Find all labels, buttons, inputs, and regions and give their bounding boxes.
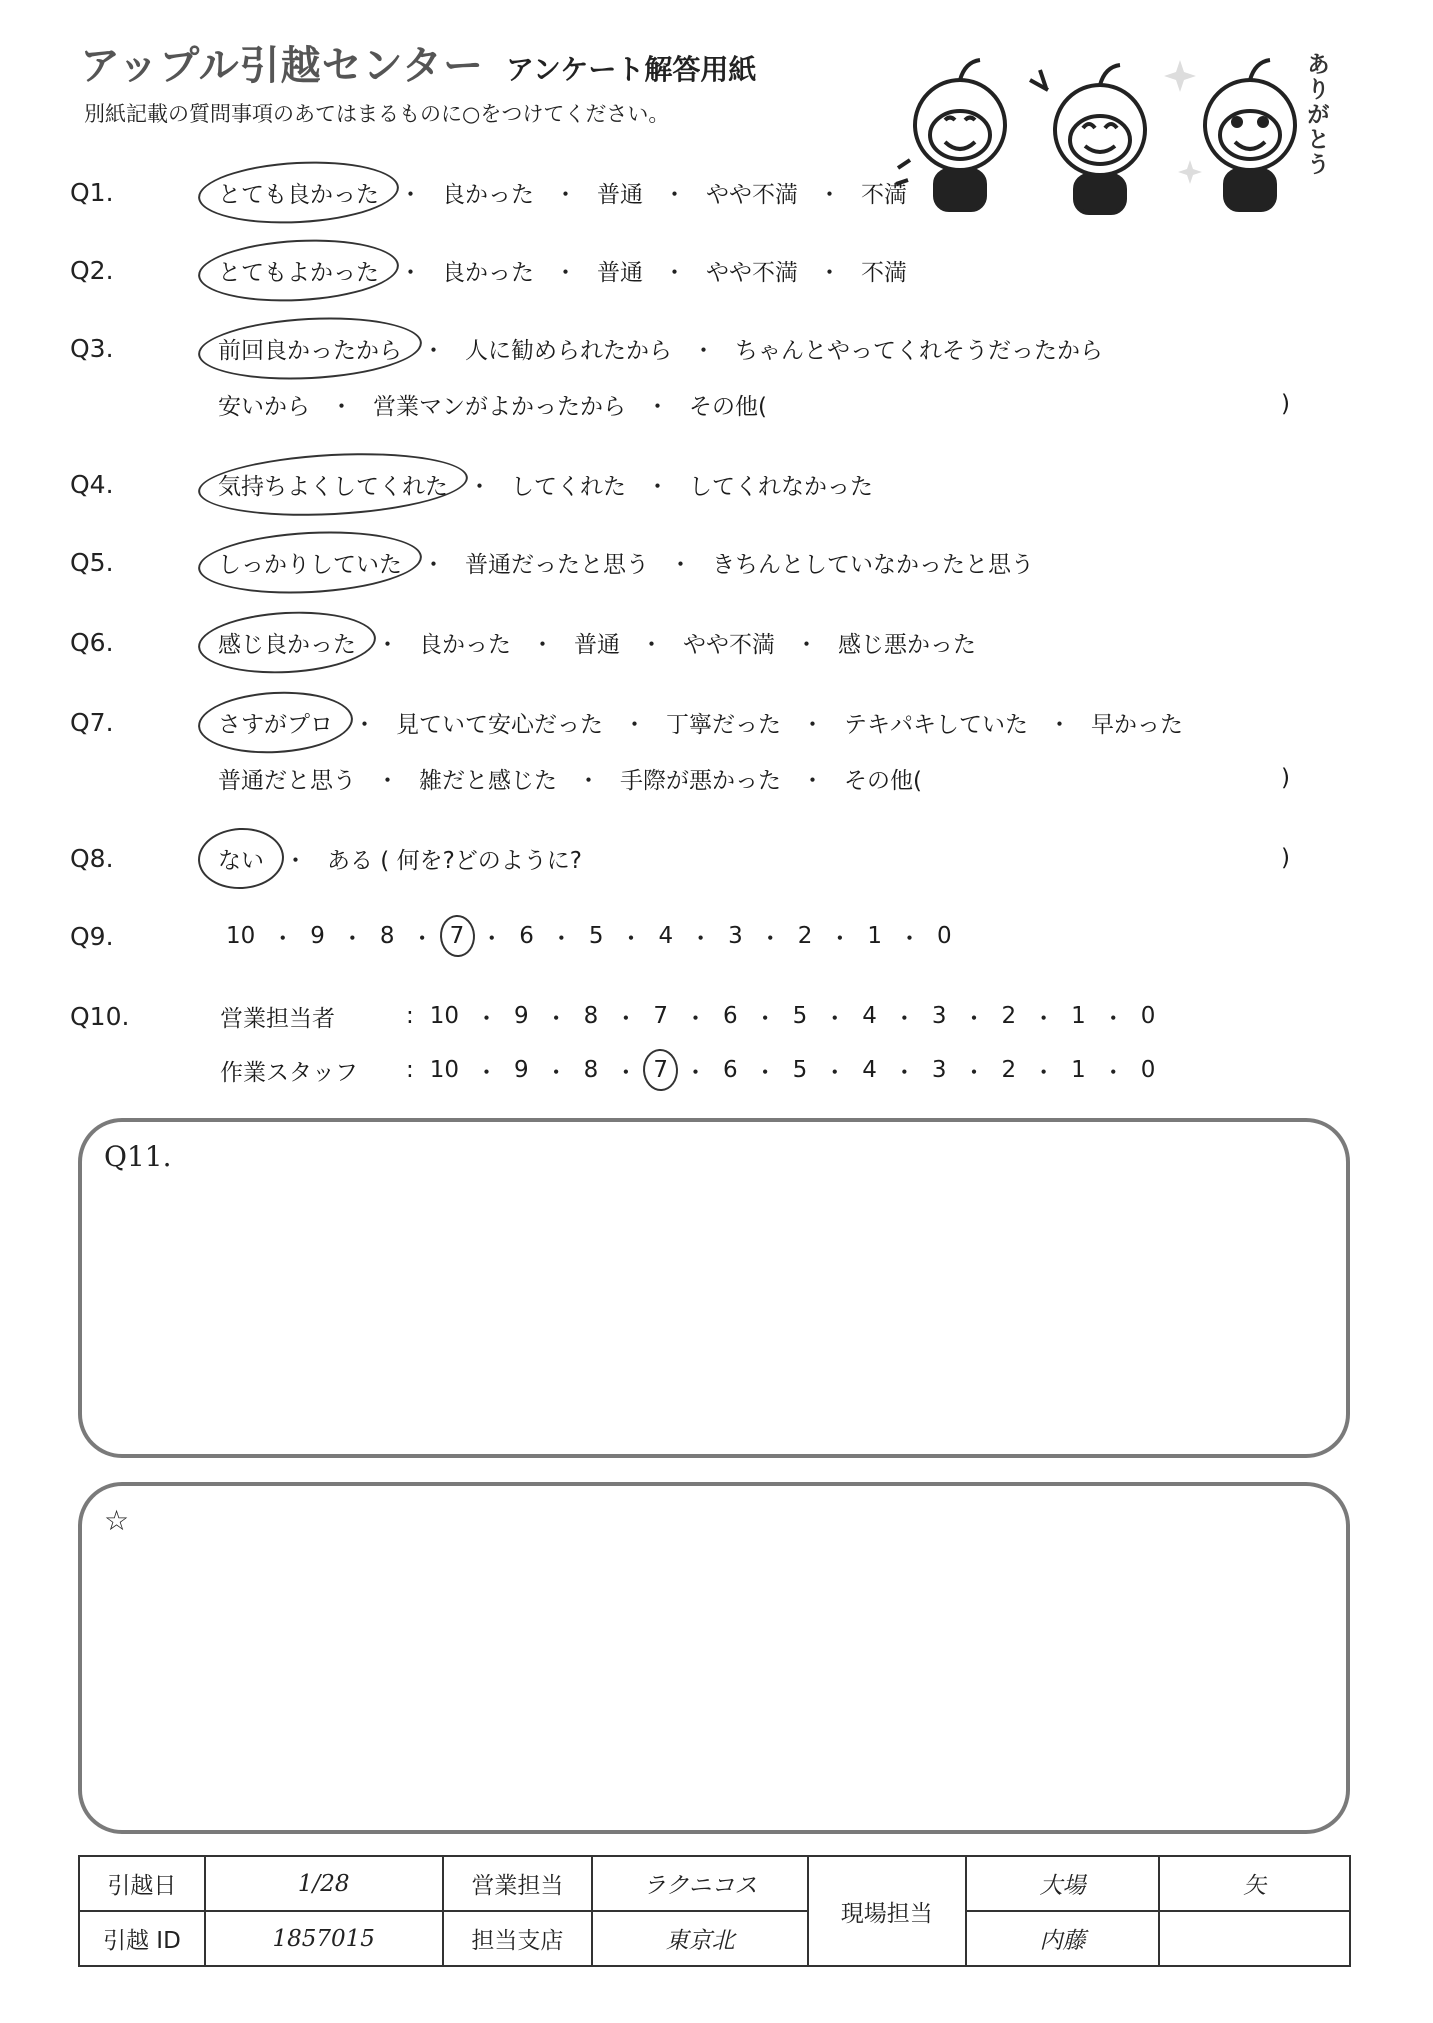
question-q7: Q7. さすがプロ ・ 見ていて安心だった ・ 丁寧だった ・ テキパキしていた ・ 早かった 普通だと思う ・ 雑だと感じた ・ 手際が悪かった ・ その他( )	[70, 700, 1330, 800]
staff-score-6[interactable]: 6	[722, 1057, 738, 1083]
question-q4: Q4. 気持ちよくしてくれた ・ してくれた ・ してくれなかった	[70, 462, 1330, 506]
option-other[interactable]: その他(	[689, 393, 767, 420]
site-rep-value-1[interactable]: 大場	[966, 1856, 1160, 1911]
score-8[interactable]: 8	[379, 923, 395, 949]
sales-score-5[interactable]: 5	[792, 1003, 808, 1029]
question-label: Q10.	[70, 1001, 130, 1031]
question-label: Q9.	[70, 921, 114, 951]
staff-score-3[interactable]: 3	[931, 1057, 947, 1083]
document-title: アンケート解答用紙	[506, 53, 757, 86]
staff-score-10[interactable]: 10	[429, 1057, 460, 1083]
staff-score-2[interactable]: 2	[1001, 1057, 1017, 1083]
option-polite[interactable]: 丁寧だった	[666, 711, 781, 738]
option-did[interactable]: してくれた	[511, 473, 626, 500]
star-comment-box[interactable]	[78, 1482, 1350, 1834]
q11-label: Q11.	[104, 1140, 172, 1173]
option-normal[interactable]: 普通	[597, 181, 643, 208]
option-pleasant[interactable]: 気持ちよくしてくれた	[212, 466, 454, 503]
staff-score-7[interactable]: 7	[649, 1055, 672, 1085]
sales-score-2[interactable]: 2	[1001, 1003, 1017, 1029]
score-1[interactable]: 1	[867, 923, 883, 949]
sales-score-3[interactable]: 3	[931, 1003, 947, 1029]
option-cheap[interactable]: 安いから	[218, 393, 310, 420]
branch-label: 担当支店	[443, 1911, 593, 1966]
option-good[interactable]: 良かった	[419, 631, 511, 658]
option-seemed-reliable[interactable]: ちゃんとやってくれそうだったから	[735, 337, 1103, 364]
question-q1: Q1. とても良かった ・ 良かった ・ 普通 ・ やや不満 ・ 不満	[70, 170, 1330, 214]
option-slightly-dissatisfied[interactable]: やや不満	[683, 631, 775, 658]
sales-score-7[interactable]: 7	[653, 1003, 668, 1029]
option-solid[interactable]: しっかりしていた	[212, 544, 408, 581]
move-date-value[interactable]: 1/28	[205, 1856, 443, 1911]
question-q3: Q3. 前回良かったから ・ 人に勧められたから ・ ちゃんとやってくれそうだったから 安いから ・ 営業マンがよかったから ・ その他( )	[70, 326, 1330, 426]
question-label: Q2.	[70, 255, 114, 285]
option-none[interactable]: ない	[212, 840, 270, 877]
move-info-table	[78, 1855, 1351, 1967]
option-dissatisfied[interactable]: 不満	[861, 181, 907, 208]
sales-rep-label: 営業担当者	[220, 1005, 335, 1032]
extra-mark-value[interactable]: 矢	[1159, 1856, 1350, 1911]
question-label: Q8.	[70, 843, 114, 873]
sales-score-6[interactable]: 6	[722, 1003, 738, 1029]
site-rep-label: 現場担当	[808, 1856, 966, 1966]
option-slightly-dissatisfied[interactable]: やや不満	[706, 259, 798, 286]
score-4[interactable]: 4	[658, 923, 674, 949]
question-q10: Q10. 営業担当者 : 10 ・ 9 ・ 8 ・ 7 ・ 6 ・ 5 ・ 4 ・ 3 ・ 2 ・ 1 ・ 0 作業スタッフ : 10 ・ 9 ・ 8 ・ 7 ・ 6 ・ 5 ・ 4 ・ 3 ・ 2 ・ 1 ・ 0	[70, 994, 1330, 1092]
score-6[interactable]: 6	[519, 923, 534, 949]
option-not-proper[interactable]: きちんとしていなかったと思う	[712, 551, 1034, 578]
option-professional[interactable]: さすがプロ	[212, 704, 339, 741]
question-q9: Q9. 10 ・ 9 ・ 8 ・ 7 ・ 6 ・ 5 ・ 4 ・ 3 ・ 2 ・ 1 ・ 0	[70, 914, 1330, 958]
option-normal[interactable]: 普通だったと思う	[465, 551, 649, 578]
option-normal[interactable]: 普通だと思う	[218, 767, 356, 794]
q11-comment-box[interactable]	[78, 1118, 1350, 1458]
option-efficient[interactable]: テキパキしていた	[844, 711, 1028, 738]
sales-score-1[interactable]: 1	[1071, 1003, 1086, 1029]
option-good[interactable]: 良かった	[442, 181, 534, 208]
staff-score-9[interactable]: 9	[514, 1057, 529, 1083]
option-good-last-time[interactable]: 前回良かったから	[212, 330, 408, 367]
question-label: Q7.	[70, 707, 114, 737]
option-very-good[interactable]: とても良かった	[212, 174, 385, 211]
option-other[interactable]: その他(	[844, 767, 922, 794]
move-id-label: 引越 ID	[79, 1911, 205, 1966]
option-unpleasant[interactable]: 感じ悪かった	[838, 631, 976, 658]
empty-cell[interactable]	[1159, 1911, 1350, 1966]
thanks-text: ありがとう	[1303, 52, 1329, 177]
question-q8: Q8. ない ・ ある ( 何を?どのように? )	[70, 836, 1330, 880]
staff-score-0[interactable]: 0	[1140, 1057, 1156, 1083]
option-normal[interactable]: 普通	[574, 631, 620, 658]
option-slightly-dissatisfied[interactable]: やや不満	[706, 181, 798, 208]
option-normal[interactable]: 普通	[597, 259, 643, 286]
staff-score-1[interactable]: 1	[1071, 1057, 1086, 1083]
close-paren: )	[1281, 765, 1290, 791]
option-sloppy[interactable]: 雑だと感じた	[419, 767, 557, 794]
sales-rep-label: 営業担当	[443, 1856, 593, 1911]
move-date-label: 引越日	[79, 1856, 205, 1911]
sales-score-10[interactable]: 10	[429, 1003, 460, 1029]
star-icon: ☆	[104, 1504, 130, 1537]
question-q2: Q2. とてもよかった ・ 良かった ・ 普通 ・ やや不満 ・ 不満	[70, 248, 1330, 292]
option-good[interactable]: 良かった	[442, 259, 534, 286]
option-yes-what-how[interactable]: ある ( 何を?どのように?	[327, 847, 583, 874]
staff-score-4[interactable]: 4	[862, 1057, 877, 1083]
sales-score-0[interactable]: 0	[1140, 1003, 1156, 1029]
question-label: Q4.	[70, 469, 114, 499]
move-id-value[interactable]: 1857015	[205, 1911, 443, 1966]
score-9[interactable]: 9	[310, 923, 325, 949]
question-label: Q5.	[70, 547, 114, 577]
option-pleasant[interactable]: 感じ良かった	[212, 624, 362, 661]
close-paren: )	[1281, 391, 1290, 417]
sparkle-icon	[1164, 60, 1202, 184]
option-clumsy[interactable]: 手際が悪かった	[620, 767, 781, 794]
question-q6: Q6. 感じ良かった ・ 良かった ・ 普通 ・ やや不満 ・ 感じ悪かった	[70, 620, 1330, 664]
option-fast[interactable]: 早かった	[1091, 711, 1183, 738]
sales-score-9[interactable]: 9	[514, 1003, 529, 1029]
close-paren: )	[1281, 845, 1290, 871]
question-label: Q6.	[70, 627, 114, 657]
site-rep-value-2[interactable]: 内藤	[966, 1911, 1160, 1966]
sales-score-4[interactable]: 4	[862, 1003, 877, 1029]
instruction-text: 別紙記載の質問事項のあてはまるものに○をつけてください。	[84, 102, 670, 126]
score-7[interactable]: 7	[446, 921, 469, 951]
score-5[interactable]: 5	[588, 923, 604, 949]
work-staff-label: 作業スタッフ	[220, 1059, 358, 1086]
staff-score-5[interactable]: 5	[792, 1057, 808, 1083]
score-3[interactable]: 3	[728, 923, 743, 949]
option-good-salesman[interactable]: 営業マンがよかったから	[373, 393, 626, 420]
option-reassuring[interactable]: 見ていて安心だった	[396, 711, 603, 738]
question-q5: Q5. しっかりしていた ・ 普通だったと思う ・ きちんとしていなかったと思う	[70, 540, 1330, 584]
score-0[interactable]: 0	[937, 923, 952, 949]
option-dissatisfied[interactable]: 不満	[861, 259, 907, 286]
score-10[interactable]: 10	[226, 923, 256, 949]
question-label: Q3.	[70, 333, 114, 363]
question-label: Q1.	[70, 177, 114, 207]
company-name: アップル引越センター	[80, 43, 484, 89]
option-did-not[interactable]: してくれなかった	[689, 473, 873, 500]
sales-rep-value[interactable]: ラクニコス	[592, 1856, 808, 1911]
branch-value[interactable]: 東京北	[592, 1911, 808, 1966]
header	[80, 36, 756, 96]
option-recommended[interactable]: 人に勧められたから	[465, 337, 672, 364]
sales-score-8[interactable]: 8	[583, 1003, 599, 1029]
option-very-good[interactable]: とてもよかった	[212, 252, 385, 289]
score-2[interactable]: 2	[797, 923, 813, 949]
staff-score-8[interactable]: 8	[583, 1057, 599, 1083]
